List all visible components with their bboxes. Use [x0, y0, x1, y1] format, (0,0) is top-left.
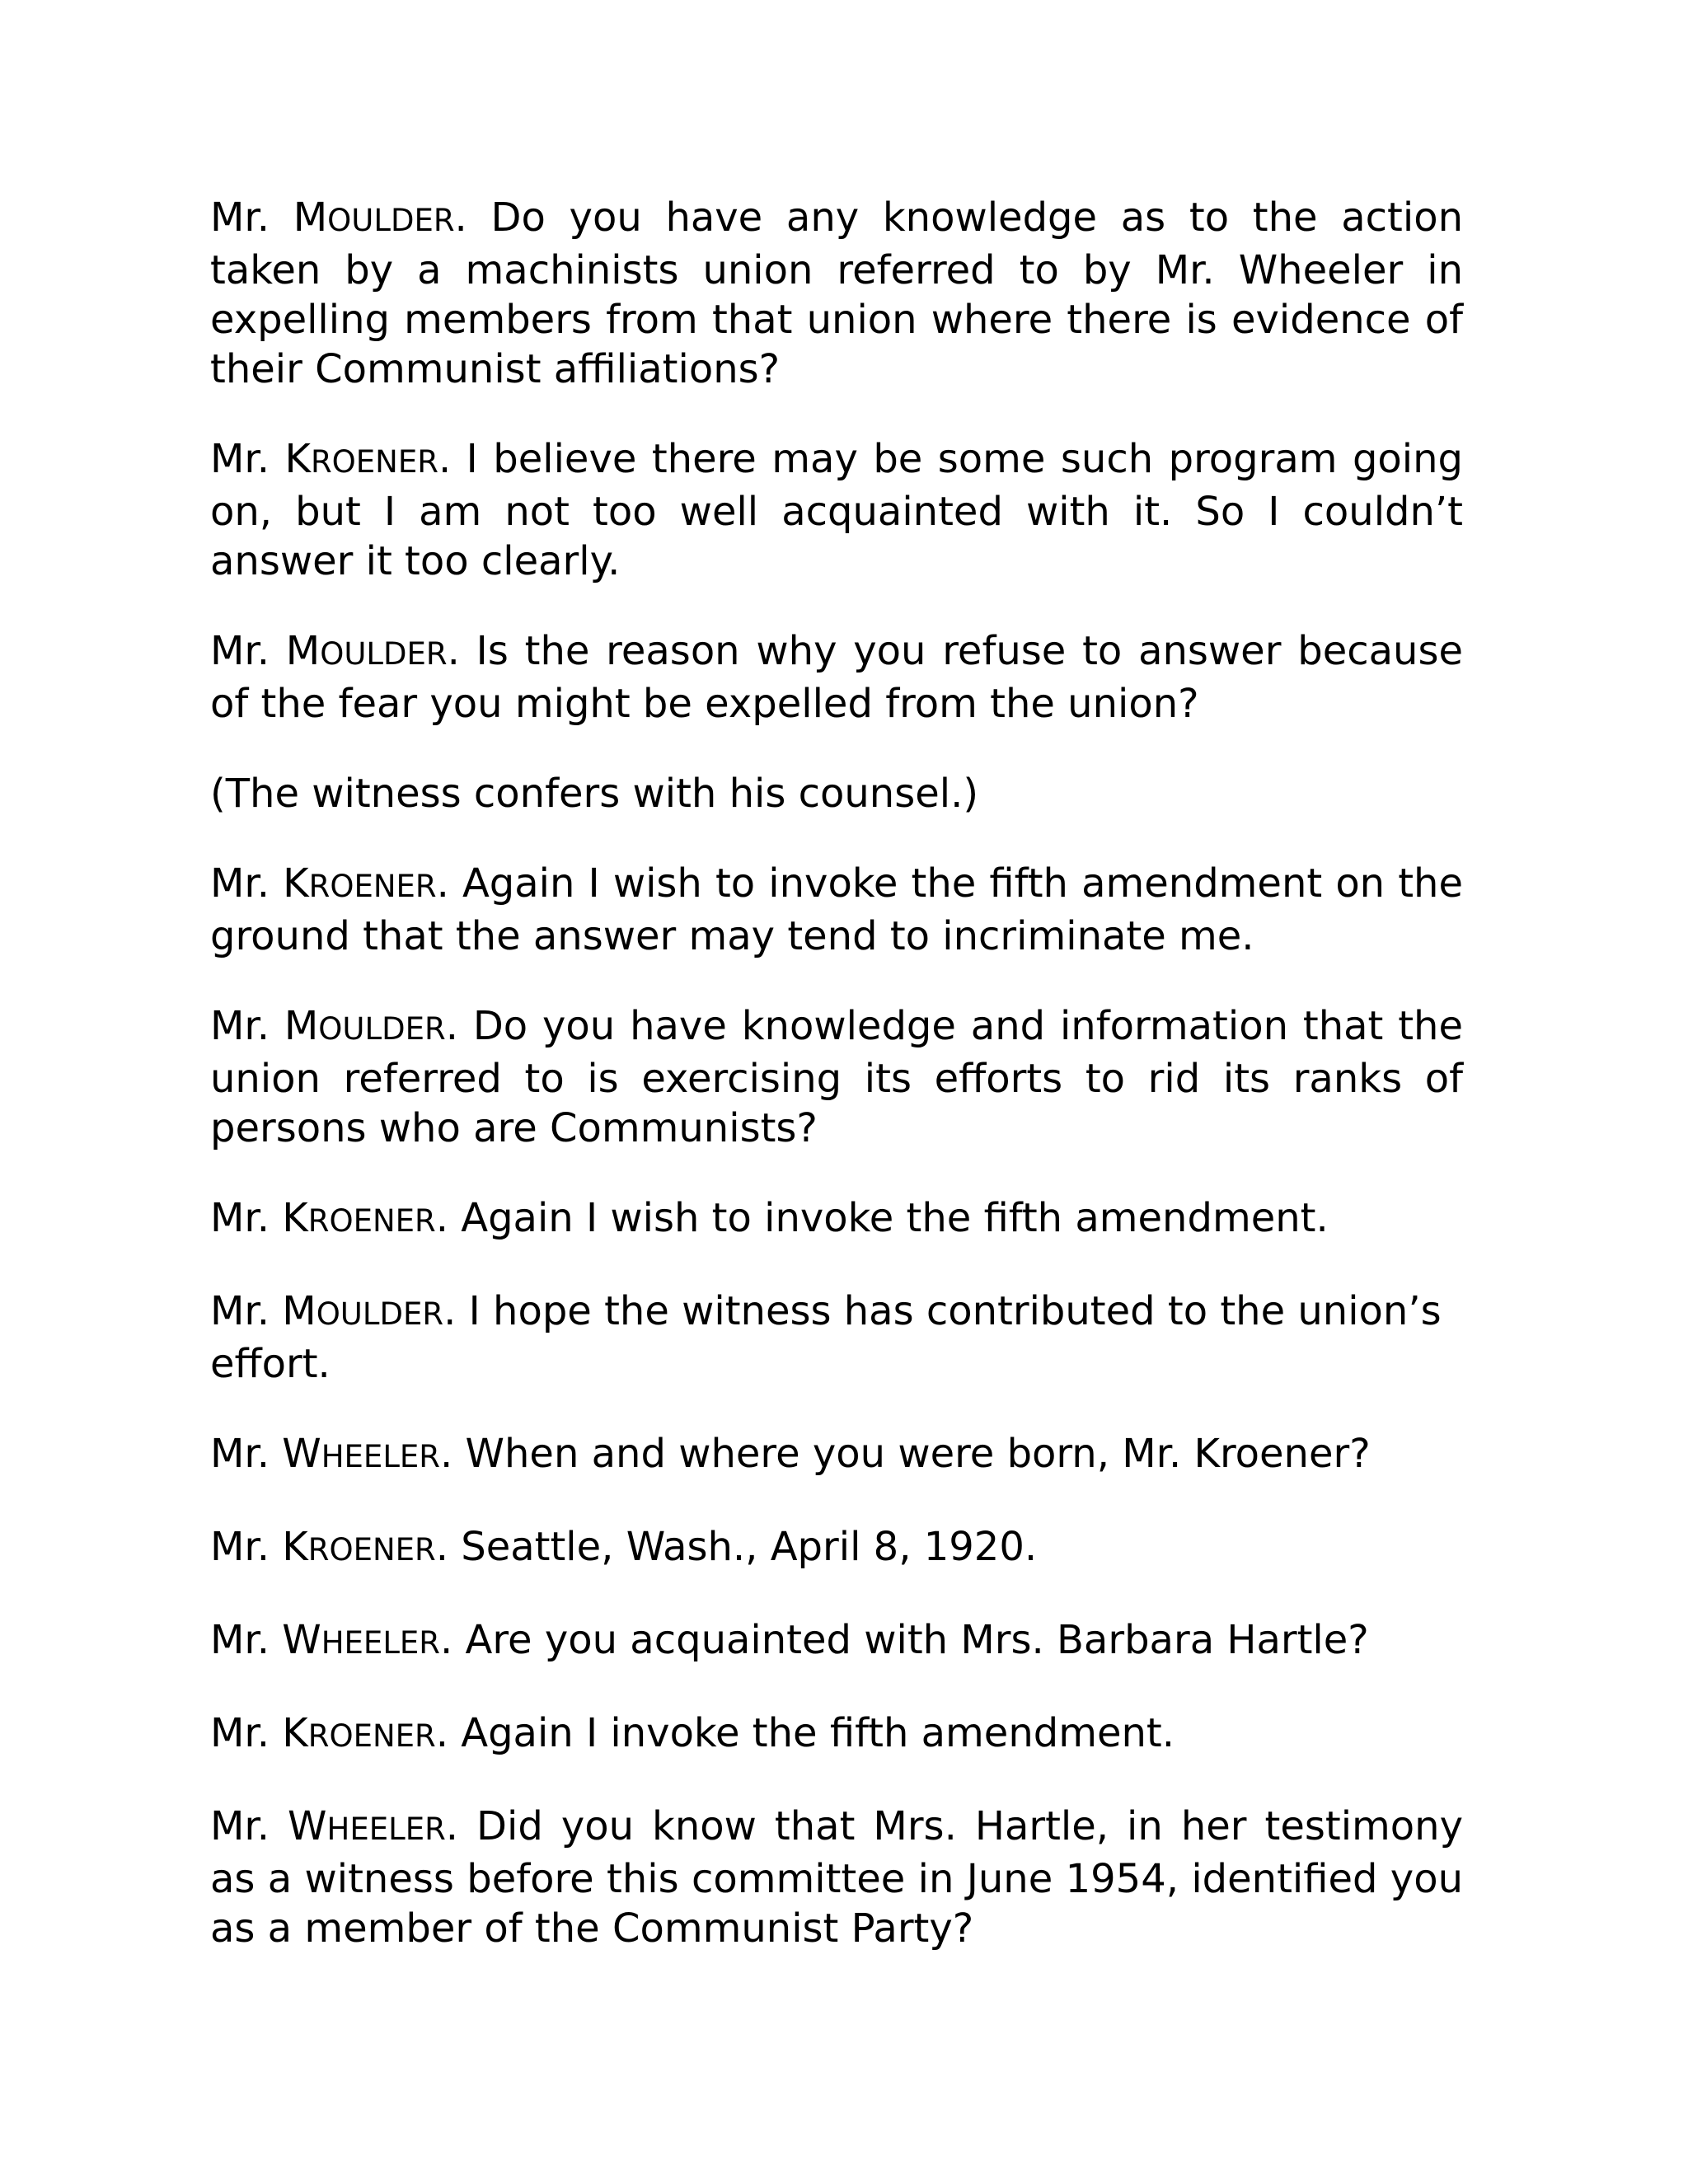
speech-text: . Again I wish to invoke the fifth amendment.: [435, 1195, 1329, 1241]
speaker-prefix: Mr.: [210, 1803, 288, 1849]
transcript-paragraph: [210, 1429, 1463, 1482]
speaker-prefix: Mr.: [210, 1617, 283, 1663]
speaker-name-smallcaps: HEELER: [326, 1811, 446, 1847]
transcript-paragraph: [210, 1001, 1463, 1153]
speaker-name-initial: W: [282, 1431, 321, 1477]
speech-text: . Do you have any knowledge as to the action taken by a machinists union referred to by Mr. Wheeler in expelling members from that union where there is evidence of their Communist affiliations?: [210, 194, 1463, 392]
speech-text: . I hope the witness has contributed to the union’s effort.: [210, 1288, 1442, 1387]
speaker-prefix: Mr.: [210, 628, 286, 674]
stage-direction: [210, 769, 1463, 818]
transcript-paragraph: [210, 1615, 1463, 1668]
transcript-page: [210, 193, 1463, 1994]
transcript-paragraph: [210, 1522, 1463, 1575]
speaker-name-smallcaps: OULDER: [327, 203, 455, 238]
speaker-name-initial: K: [282, 1710, 308, 1756]
transcript-paragraph: [210, 1708, 1463, 1761]
transcript-paragraph: [210, 1193, 1463, 1246]
speaker-name-smallcaps: ROENER: [308, 869, 437, 904]
speech-text: . Again I invoke the fifth amendment.: [435, 1710, 1175, 1756]
speech-text: . Is the reason why you refuse to answer because of the fear you might be expelled from the union?: [210, 628, 1464, 727]
speech-text: . When and where you were born, Mr. Kroener?: [440, 1431, 1371, 1477]
transcript-paragraph: [210, 859, 1463, 961]
speaker-name-initial: K: [284, 436, 311, 482]
speech-text: . Do you have knowledge and information that the union referred to is exercising its efforts to rid its ranks of persons who are Communists?: [210, 1003, 1463, 1151]
speaker-prefix: Mr.: [210, 1195, 283, 1241]
speech-text: . Did you know that Mrs. Hartle, in her testimony as a witness before this committee in June 1954, identified you as a member of the Communist Party?: [210, 1803, 1464, 1952]
speaker-name-smallcaps: ROENER: [307, 1532, 436, 1568]
speaker-prefix: Mr.: [210, 1431, 283, 1477]
transcript-paragraph: [210, 193, 1463, 394]
speaker-prefix: Mr.: [210, 1003, 284, 1049]
speaker-name-smallcaps: OULDER: [320, 636, 448, 672]
speaker-name-initial: K: [283, 860, 309, 907]
speaker-prefix: Mr.: [210, 1288, 283, 1334]
speaker-name-initial: M: [285, 628, 321, 674]
speaker-prefix: Mr.: [210, 860, 284, 907]
speaker-name-initial: K: [282, 1524, 308, 1570]
speaker-name-initial: M: [293, 194, 328, 241]
transcript-paragraph: [210, 626, 1463, 729]
speaker-name-smallcaps: ROENER: [307, 1203, 436, 1239]
speaker-name-smallcaps: ROENER: [310, 444, 438, 480]
speaker-name-initial: K: [282, 1195, 308, 1241]
speech-text: . Again I wish to invoke the fifth amendment on the ground that the answer may tend to incriminate me.: [210, 860, 1463, 959]
speaker-prefix: Mr.: [210, 194, 293, 241]
speaker-name-smallcaps: OULDER: [316, 1296, 444, 1332]
speaker-name-smallcaps: ROENER: [307, 1718, 436, 1754]
speaker-name-smallcaps: OULDER: [318, 1011, 446, 1047]
speech-text: . Are you acquainted with Mrs. Barbara Hartle?: [440, 1617, 1369, 1663]
speaker-prefix: Mr.: [210, 1524, 283, 1570]
transcript-paragraph: [210, 434, 1463, 586]
speaker-name-smallcaps: HEELER: [321, 1439, 441, 1474]
speaker-name-initial: M: [284, 1003, 319, 1049]
speaker-prefix: Mr.: [210, 1710, 283, 1756]
speaker-name-initial: W: [282, 1617, 321, 1663]
speech-text: . I believe there may be some such program going on, but I am not too well acquainted with it. So I couldn’t answer it too clearly.: [210, 436, 1464, 584]
speaker-name-initial: M: [282, 1288, 316, 1334]
speaker-name-initial: W: [288, 1803, 327, 1849]
transcript-paragraph: [210, 1286, 1463, 1389]
transcript-paragraph: [210, 1802, 1463, 1953]
stage-direction-text: (The witness confers with his counsel.): [210, 771, 979, 817]
speaker-prefix: Mr.: [210, 436, 285, 482]
speaker-name-smallcaps: HEELER: [321, 1625, 441, 1661]
speech-text: . Seattle, Wash., April 8, 1920.: [435, 1524, 1038, 1570]
